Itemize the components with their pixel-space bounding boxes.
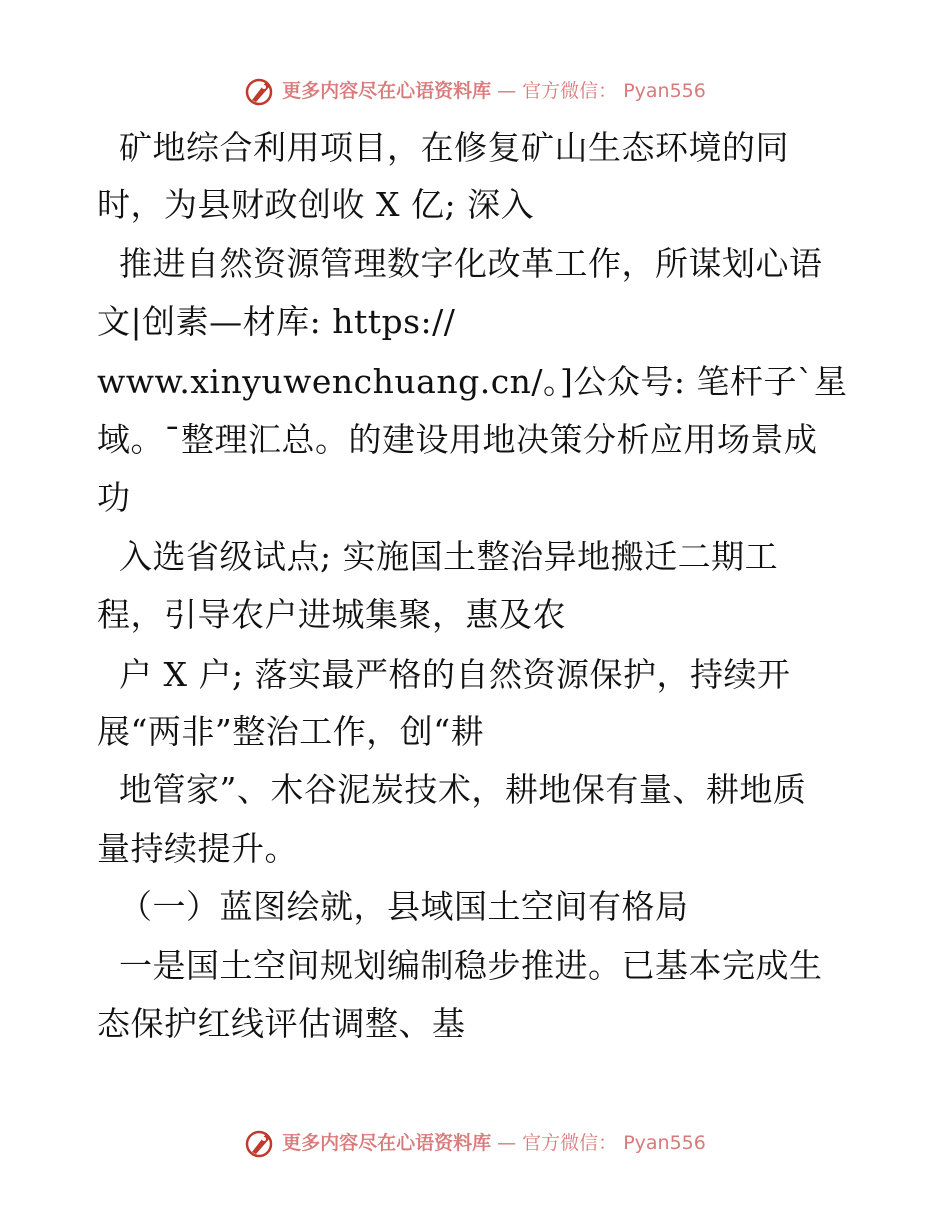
- watermark-separator: —: [497, 1132, 517, 1154]
- body-line-5: www.xinyuwenchuang.cn/。]公众号: 笔杆子`星: [97, 362, 848, 401]
- body-line-15: 一是国土空间规划编制稳步推进。已基本完成生: [97, 946, 823, 985]
- body-line-3: 推进自然资源管理数字化改革工作，所谋划心语: [97, 244, 823, 283]
- body-line-1: 矿地综合利用项目，在修复矿山生态环境的同: [97, 128, 789, 167]
- watermark-wechat-label: 官方微信：: [522, 80, 618, 102]
- footer-watermark: [0, 1128, 950, 1158]
- body-line-11: 展“两非”整治工作，创“耕: [97, 712, 485, 751]
- body-line-12: 地管家”、木谷泥炭技术，耕地保有量、耕地质: [97, 770, 807, 809]
- body-line-16: 态保护红线评估调整、基: [97, 1004, 466, 1043]
- body-line-10: 户 X 户; 落实最严格的自然资源保护，持续开: [97, 655, 791, 694]
- watermark-separator: —: [497, 80, 517, 102]
- header-watermark: [0, 76, 950, 106]
- body-line-2: 时，为县财政创收 X 亿; 深入: [97, 185, 535, 224]
- body-line-6: 域。¯整理汇总。的建设用地决策分析应用场景成: [97, 420, 818, 459]
- body-line-8: 入选省级试点; 实施国土整治异地搬迁二期工: [97, 537, 779, 576]
- body-line-7: 功: [97, 478, 131, 517]
- body-line-4: 文|创素—材库: https://: [97, 302, 456, 341]
- watermark-text: 更多内容尽在心语资料库: [282, 80, 492, 102]
- pen-nib-logo-icon: [244, 1128, 276, 1158]
- body-line-13: 量持续提升。: [97, 829, 298, 868]
- body-line-9: 程，引导农户进城集聚，惠及农: [97, 595, 566, 634]
- body-line-14: （一）蓝图绘就，县域国土空间有格局: [97, 887, 689, 926]
- watermark-wechat-label: 官方微信：: [522, 1132, 618, 1154]
- watermark-wechat-id: Pyan556: [623, 1132, 706, 1154]
- pen-nib-logo-icon: [244, 76, 276, 106]
- watermark-wechat-id: Pyan556: [623, 80, 706, 102]
- watermark-text: 更多内容尽在心语资料库: [282, 1132, 492, 1154]
